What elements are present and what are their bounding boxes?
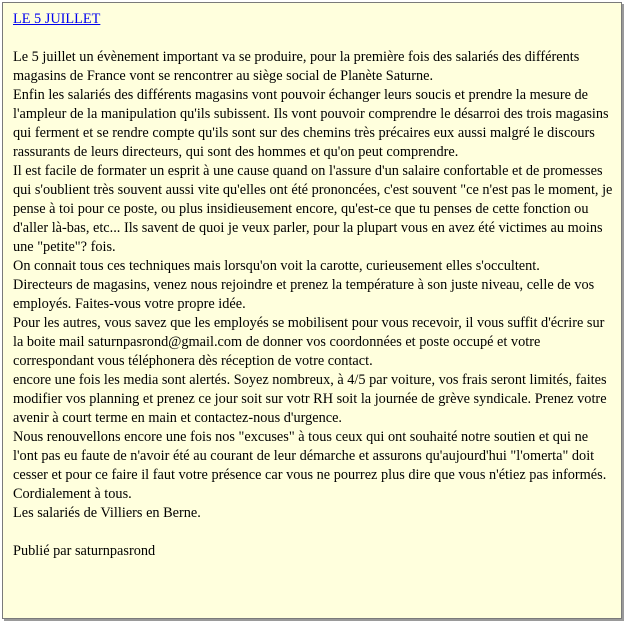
spacer <box>13 29 613 48</box>
paragraph-regards: Cordialement à tous. <box>13 486 132 502</box>
paragraph-contact: Pour les autres, vous savez que les employés se mobilisent pour vous recevoir, il vous suffit d'écrire sur la boite mail saturnpasrond@gmail.com de donner vos coordonnées et poste occupé et votre correspondant vous téléphonera dès réception de votre contact. <box>13 315 605 369</box>
paragraph-excuses: Nous renouvellons encore une fois nos "excuses" à tous ceux qui ont souhaité notre soutien et qui ne l'ont pas eu faute de n'avoir été au courant de leur démarche et assurons qu'aujourd'hui "l'omerta" doit cesser et pour ce faire il faut votre présence car vous ne pourrez plus dire que vous n'étiez pas informés. <box>13 429 607 483</box>
paragraph-carrot: On connait tous ces techniques mais lorsqu'on voit la carotte, curieusement elles s'occultent. <box>13 258 540 274</box>
post-content <box>3 3 621 561</box>
paragraph-directors: Directeurs de magasins, venez nous rejoindre et prenez la température à son juste niveau, celle de vos employés. Faites-vous votre propre idée. <box>13 277 595 312</box>
paragraph-intro: Le 5 juillet un évènement important va se produire, pour la première fois des salariés des différents magasins de France vont se rencontrer au siège social de Planète Saturne. <box>13 49 580 84</box>
paragraph-exchange: Enfin les salariés des différents magasins vont pouvoir échanger leurs soucis et prendre la mesure de l'ampleur de la manipulation qu'ils subissent. Ils vont pouvoir comprendre le désarroi des trois magasins qui ferment et se rendre compte qu'ils sont sur des chemins très précaires eux aussi malgré le discours rassurants de leurs directeurs, qui sont des hommes et qu'on peut comprendre. <box>13 87 609 160</box>
post-frame <box>2 2 622 619</box>
paragraph-media: encore une fois les media sont alertés. Soyez nombreux, à 4/5 par voiture, vos frais seront limités, faites modifier vos planning et prenez ce jour soit sur votr RH soit la journée de grève syndicale. Prenez votre avenir à court terme en main et contactez-nous d'urgence. <box>13 372 607 426</box>
spacer <box>13 523 613 542</box>
post-footer: Publié par saturnpasrond <box>13 543 156 559</box>
paragraph-signature: Les salariés de Villiers en Berne. <box>13 505 201 521</box>
paragraph-formatting: Il est facile de formater un esprit à une cause quand on l'assure d'un salaire confortable et de promesses qui s'oublient très souvent aussi vite qu'elles ont été prononcées, c'est souvent "ce n'est pas le moment, je pense à toi pour ce poste, ou plus insidieusement encore, qu'est-ce que tu penses de cette fonction ou d'aller là-bas, etc... Ils savent de quoi je veux parler, pour la plupart vous en avez été victimes au moins une "petite"? fois. <box>13 163 613 255</box>
post-title-link[interactable]: LE 5 JUILLET <box>13 11 101 27</box>
